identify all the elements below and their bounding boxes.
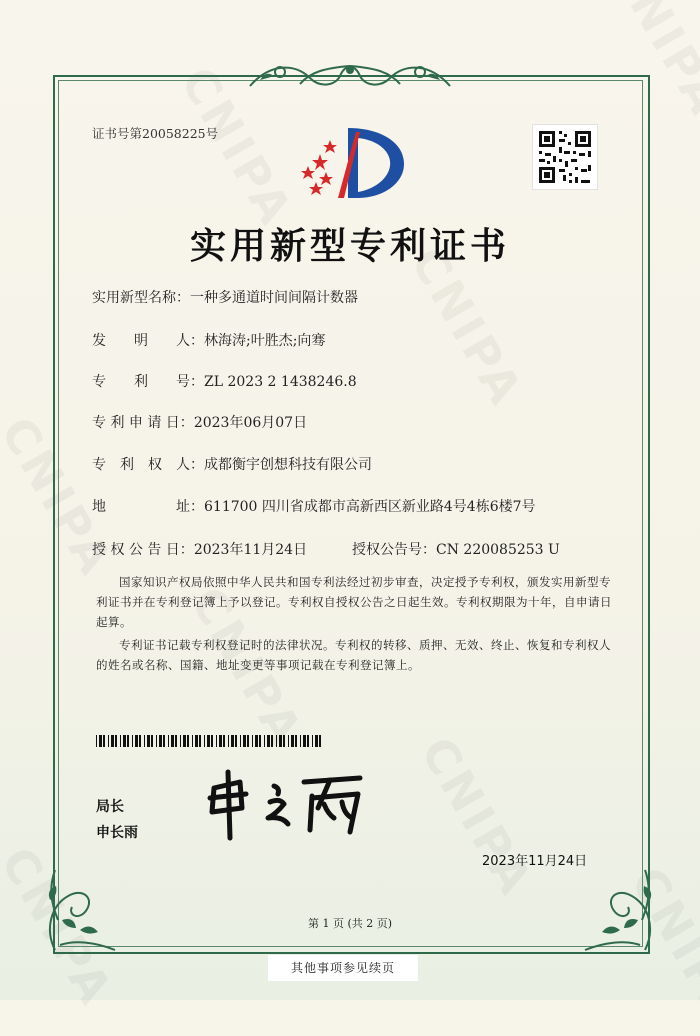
field-label: 发 明 人： <box>92 333 204 349</box>
top-ornament-icon <box>240 58 460 92</box>
signatory-name: 申长雨 <box>96 825 138 841</box>
certificate-title: 实用新型专利证书 <box>189 225 510 267</box>
handwritten-signature-icon <box>200 768 370 843</box>
field-value: 成都衡宇创想科技有限公司 <box>204 457 372 473</box>
issue-date: 2023年11月24日 <box>482 854 588 869</box>
barcode-icon <box>96 735 326 747</box>
field-grant-publication-number <box>352 539 560 559</box>
signatory-role: 局长 <box>96 799 124 815</box>
field-label: 授权公告号： <box>352 542 436 558</box>
field-value: 2023年11月24日 <box>193 542 308 558</box>
statement-paragraph: 专利证书记载专利权登记时的法律状况。专利权的转移、质押、无效、终止、恢复和专利权人的姓名或名称、国籍、地址变更等事项记载在专利登记簿上。 <box>96 638 611 672</box>
field-label: 实用新型名称： <box>92 290 190 306</box>
field-value: CN 220085253 U <box>436 542 560 558</box>
field-patent-number <box>92 371 357 391</box>
field-value: ZL 2023 2 1438246.8 <box>204 374 357 390</box>
field-value: 611700 四川省成都市高新西区新业路4号4栋6楼7号 <box>204 499 536 515</box>
field-label: 专 利 权 人： <box>92 457 204 473</box>
field-utility-model-name <box>92 287 358 307</box>
corner-ornament-icon <box>570 860 660 955</box>
certificate-number: 证书号第20058225号 <box>92 126 219 141</box>
field-label: 专 利 号： <box>92 374 204 390</box>
corner-ornament-icon <box>40 860 130 955</box>
field-label: 地 址： <box>92 499 204 515</box>
qr-code-icon[interactable] <box>532 124 598 190</box>
field-label: 专 利 申 请 日： <box>92 415 194 431</box>
field-label: 授 权 公 告 日： <box>92 542 194 558</box>
field-address <box>92 496 536 516</box>
field-inventor <box>92 330 325 350</box>
cnipa-logo-icon <box>300 120 410 205</box>
field-grant-date <box>92 539 307 559</box>
statement-paragraph: 国家知识产权局依照中华人民共和国专利法经过初步审查，决定授予专利权，颁发实用新型专利证书并在专利登记簿上予以登记。专利权自授权公告之日起生效。专利权期限为十年，自申请日起算。 <box>96 575 612 629</box>
field-filing-date <box>92 412 307 432</box>
field-patentee <box>92 454 372 474</box>
continued-note: 其他事项参见续页 <box>268 955 418 981</box>
field-value: 林海涛;叶胜杰;向骞 <box>204 333 326 349</box>
field-value: 一种多通道时间间隔计数器 <box>190 290 358 306</box>
field-value: 2023年06月07日 <box>193 415 308 431</box>
page-indicator: 第 1 页 (共 2 页) <box>307 917 393 930</box>
